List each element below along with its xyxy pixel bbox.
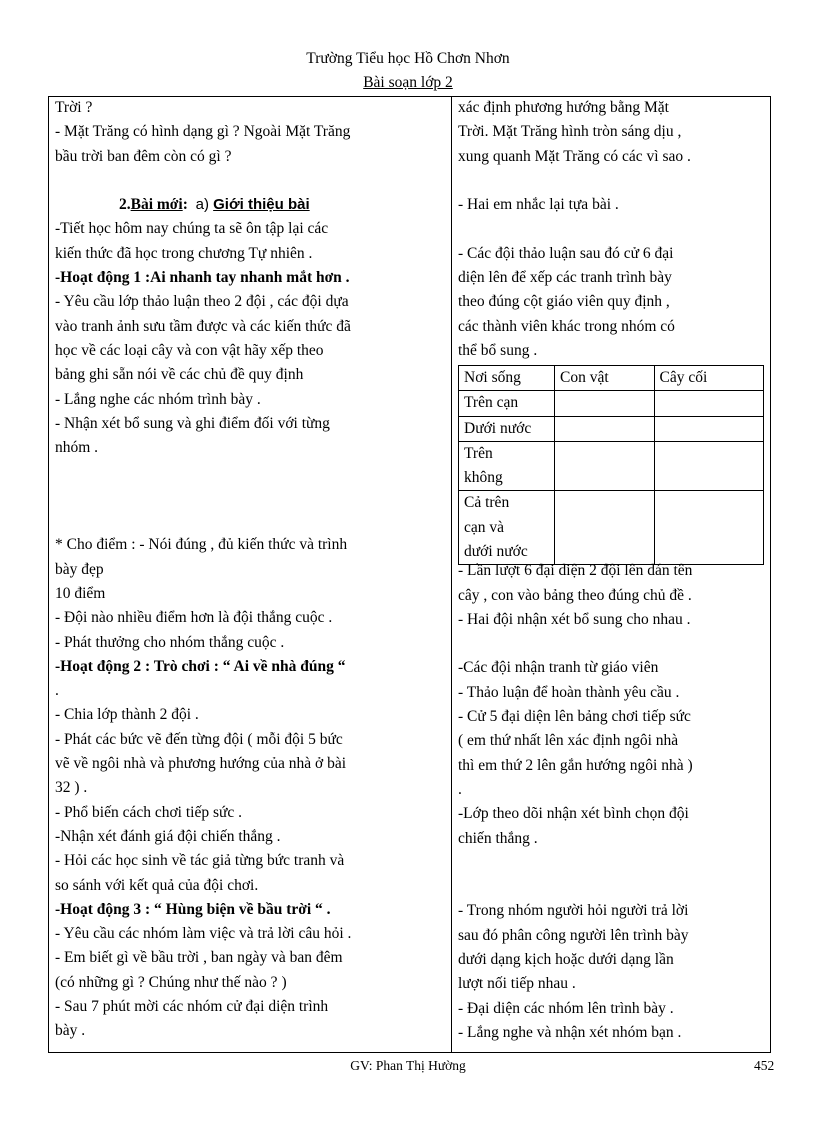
table-cell: Cả trên cạn và dưới nước bbox=[459, 491, 555, 565]
text-line: (có những gì ? Chúng như thế nào ? ) bbox=[55, 973, 287, 991]
text-line: - Phát các bức vẽ đến từng đội ( mỗi đội 5 bức bbox=[55, 730, 343, 748]
text-line: . bbox=[55, 682, 59, 700]
text-line: - Lắng nghe và nhận xét nhóm bạn . bbox=[458, 1023, 682, 1041]
text-line: - Đội nào nhiều điểm hơn là đội thắng cuộc . bbox=[55, 609, 333, 627]
text-line bbox=[55, 509, 447, 533]
table-cell: Dưới nước bbox=[459, 416, 555, 441]
lesson-title bbox=[0, 74, 816, 92]
table-header-cell: Con vật bbox=[555, 366, 654, 391]
text-line: chiến thắng . bbox=[458, 829, 538, 847]
text-line: - Yêu cầu lớp thảo luận theo 2 đội , các đội dựa bbox=[55, 293, 349, 311]
text-line: - Đại diện các nhóm lên trình bày . bbox=[458, 999, 674, 1017]
table-row bbox=[459, 416, 764, 441]
text-line: - Thảo luận để hoàn thành yêu cầu . bbox=[458, 683, 680, 701]
text-line: cây , con vào bảng theo đúng chủ đề . bbox=[458, 586, 692, 604]
text-line: ( em thứ nhất lên xác định ngôi nhà bbox=[458, 732, 679, 750]
table-cell bbox=[654, 391, 763, 416]
page-number: 452 bbox=[754, 1058, 775, 1073]
activity-heading: -Hoạt động 3 : “ Hùng biện về bầu trời “ . bbox=[55, 900, 331, 918]
text-line: - Phổ biến cách chơi tiếp sức . bbox=[55, 803, 243, 821]
text-line: theo đúng cột giáo viên quy định , bbox=[458, 293, 670, 311]
table-cell bbox=[555, 416, 654, 441]
text-line: vẽ về ngôi nhà và phương hướng của nhà ở bài bbox=[55, 755, 347, 773]
activity-heading: -Hoạt động 1 :Ai nhanh tay nhanh mắt hơn . bbox=[55, 269, 350, 287]
table-cell: Trên không bbox=[459, 441, 555, 491]
table-header-cell: Cây cối bbox=[654, 366, 763, 391]
text-line: xác định phương hướng bằng Mặt bbox=[458, 99, 669, 116]
section-subtitle: a) Giới thiệu bài bbox=[195, 196, 310, 214]
text-line: - Hỏi các học sinh về tác giả từng bức tranh và bbox=[55, 852, 345, 870]
table-cell: Trên cạn bbox=[459, 391, 555, 416]
table-row bbox=[459, 391, 764, 416]
habitat-table bbox=[458, 365, 764, 565]
column-divider bbox=[451, 96, 452, 1053]
table-row bbox=[459, 441, 764, 491]
text-line: - Sau 7 phút mời các nhóm cử đại diện trình bbox=[55, 997, 329, 1015]
section-heading bbox=[55, 193, 447, 217]
text-line: -Các đội nhận tranh từ giáo viên bbox=[458, 659, 659, 677]
text-line: . bbox=[458, 780, 462, 798]
table-cell bbox=[654, 416, 763, 441]
text-line: Trời. Mặt Trăng hình tròn sáng dịu , bbox=[458, 123, 682, 141]
text-line: -Lớp theo dõi nhận xét bình chọn đội bbox=[458, 805, 689, 823]
text-line: lượt nối tiếp nhau . bbox=[458, 975, 576, 993]
text-line: so sánh với kết quả của đội chơi. bbox=[55, 876, 259, 894]
text-line: kiến thức đã học trong chương Tự nhiên . bbox=[55, 244, 313, 262]
text-line: thể bổ sung . bbox=[458, 341, 538, 359]
text-line: - Lắng nghe các nhóm trình bày . bbox=[55, 390, 261, 408]
text-line: 10 điểm bbox=[55, 584, 106, 602]
activity-heading: -Hoạt động 2 : Trò chơi : “ Ai về nhà đúng “ bbox=[55, 657, 346, 675]
table-cell bbox=[555, 491, 654, 565]
table-cell bbox=[654, 441, 763, 491]
text-line: - Yêu cầu các nhóm làm việc và trả lời câu hỏi . bbox=[55, 925, 352, 943]
text-line bbox=[55, 485, 447, 509]
text-line: - Hai đội nhận xét bổ sung cho nhau . bbox=[458, 610, 691, 628]
teacher-footer: GV: Phan Thị Hường bbox=[350, 1058, 466, 1073]
text-line: -Nhận xét đánh giá đội chiến thắng . bbox=[55, 827, 281, 845]
text-line: dưới dạng kịch hoặc dưới dạng lần bbox=[458, 951, 674, 969]
table-cell bbox=[654, 491, 763, 565]
text-line: - Chia lớp thành 2 đội . bbox=[55, 706, 199, 724]
student-activities-column bbox=[458, 96, 768, 1045]
table-header-cell: Nơi sống bbox=[459, 366, 555, 391]
text-line: xung quanh Mặt Trăng có các vì sao . bbox=[458, 147, 691, 165]
table-cell bbox=[555, 391, 654, 416]
text-line: bày đẹp bbox=[55, 560, 104, 578]
text-line: bầu trời ban đêm còn có gì ? bbox=[55, 147, 232, 165]
text-line: -Tiết học hôm nay chúng ta sẽ ôn tập lại các bbox=[55, 220, 329, 238]
text-line: - Nhận xét bổ sung và ghi điểm đối với từng bbox=[55, 414, 330, 432]
text-line: vào tranh ảnh sưu tầm được và các kiến thức đã bbox=[55, 317, 351, 335]
text-line bbox=[458, 851, 768, 875]
text-line: - Em biết gì về bầu trời , ban ngày và ban đêm bbox=[55, 949, 343, 967]
text-line bbox=[458, 875, 768, 899]
text-line: - Trong nhóm người hỏi người trả lời bbox=[458, 902, 689, 920]
text-line bbox=[55, 169, 447, 193]
text-line: học về các loại cây và con vật hãy xếp theo bbox=[55, 341, 324, 359]
section-number: 2.Bài mới: bbox=[119, 196, 188, 214]
text-line: nhóm . bbox=[55, 439, 99, 457]
text-line: - Cử 5 đại diện lên bảng chơi tiếp sức bbox=[458, 708, 691, 726]
lesson-title-text: Bài soạn lớp 2 bbox=[363, 74, 453, 91]
table-header-row bbox=[459, 366, 764, 391]
text-line bbox=[458, 169, 768, 193]
text-line: thì em thứ 2 lên gắn hướng ngôi nhà ) bbox=[458, 756, 693, 774]
text-line: bảng ghi sẵn nói về các chủ đề quy định bbox=[55, 366, 304, 384]
teacher-activities-column bbox=[55, 96, 447, 1044]
text-line: - Hai em nhắc lại tựa bài . bbox=[458, 196, 619, 214]
text-line: các thành viên khác trong nhóm có bbox=[458, 317, 675, 335]
text-line: - Phát thưởng cho nhóm thắng cuộc . bbox=[55, 633, 285, 651]
text-line: - Mặt Trăng có hình dạng gì ? Ngoài Mặt Trăng bbox=[55, 123, 351, 141]
table-row bbox=[459, 491, 764, 565]
text-line: - Lần lượt 6 đại diện 2 đội lên dán tên bbox=[458, 562, 693, 580]
text-line: 32 ) . bbox=[55, 779, 88, 797]
text-line: * Cho điểm : - Nói đúng , đủ kiến thức và trình bbox=[55, 536, 348, 554]
text-line bbox=[458, 217, 768, 241]
text-line: Trời ? bbox=[55, 99, 93, 116]
text-line bbox=[55, 460, 447, 484]
school-name: Trường Tiểu học Hồ Chơn Nhơn bbox=[306, 50, 510, 67]
text-line: bày . bbox=[55, 1022, 86, 1040]
text-line: - Các đội thảo luận sau đó cử 6 đại bbox=[458, 244, 674, 262]
table-cell bbox=[555, 441, 654, 491]
text-line: sau đó phân công người lên trình bày bbox=[458, 926, 689, 944]
text-line bbox=[458, 632, 768, 656]
text-line: diện lên để xếp các tranh trình bày bbox=[458, 269, 672, 287]
